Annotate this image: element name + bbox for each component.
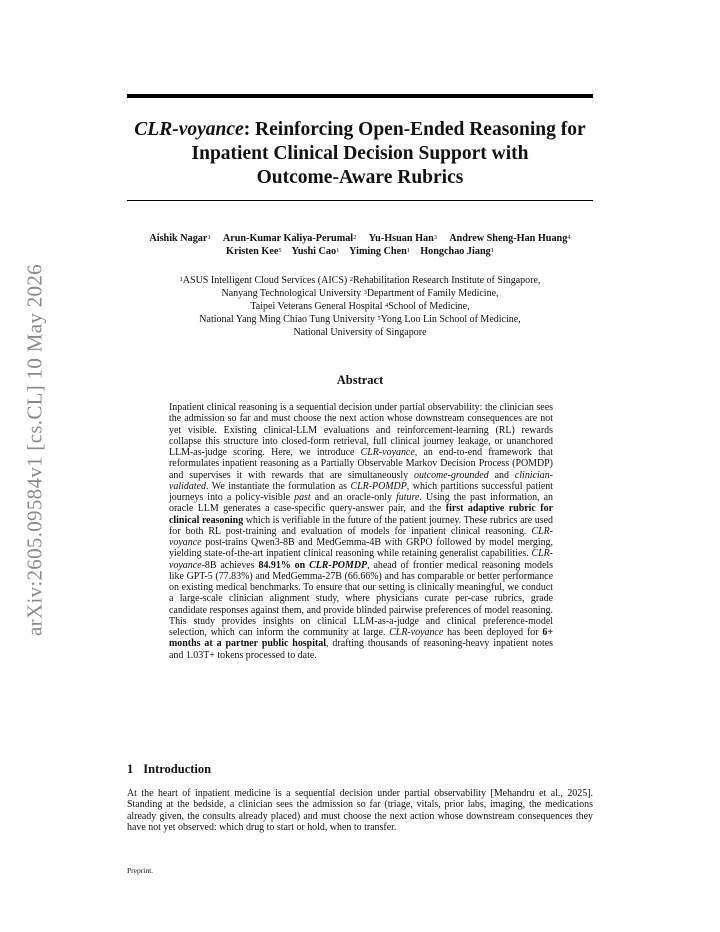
arxiv-sidebar <box>20 255 50 645</box>
author: Yushi Cao$^1$ <box>291 246 340 257</box>
abstract-heading: Abstract <box>336 373 384 387</box>
title-line1-rest: : Reinforcing Open-Ended Reasoning for <box>243 119 586 140</box>
title-framework-name: CLR-voyance <box>134 119 244 140</box>
section-number: 1 <box>127 762 134 776</box>
title-top-rule <box>127 94 593 98</box>
author: Yiming Chen$^1$ <box>349 246 411 257</box>
author: Yu-Hsuan Han$^3$ <box>368 233 438 244</box>
author-list <box>110 232 610 258</box>
author: Kristen Kee$^5$ <box>226 246 282 257</box>
author: Andrew Sheng-Han Huang$^4$ <box>449 233 571 244</box>
title-line2: Inpatient Clinical Decision Support with <box>191 143 529 164</box>
author: Hongchao Jiang$^1$ <box>420 246 494 257</box>
introduction-paragraph: At the heart of inpatient medicine is a sequential decision under partial observability [Mehandru et al., 2025]. Standing at the bedside, a clinician sees the admission so far (triage, vitals, prior labs, imaging, the medications already given, the consults already placed) and must choose the next action whose downstream consequences they have not yet observed: which drug to start or hold, when to transfer. <box>127 788 593 834</box>
section-heading <box>127 762 211 777</box>
footer-note: Preprint. <box>127 866 154 875</box>
section-title: Introduction <box>143 762 212 776</box>
abstract-body: Inpatient clinical reasoning is a sequential decision under partial observability: the clinician sees the admission so far and must choose the next action whose downstream consequences are not yet visible. Existing clinical-LLM evaluations and reinforcement-learning (RL) rewards collapse this structure into closed-form retrieval, full clinical journey leakage, or unanchored LLM-as-judge scoring. Here, we introduce CLR-voyance, an end-to-end framework that reformulates inpatient reasoning as a Partially Observable Markov Decision Process (POMDP) and supervises it with rewards that are simultaneously outcome-grounded and clinician-validated. We instantiate the formulation as CLR-POMDP, which partitions successful patient journeys into a policy-visible past and an oracle-only future. Using the past information, an oracle LLM generates a case-specific query-answer pair, and the first adaptive rubric for clinical reasoning which is verifiable in the future of the patient journey. These rubrics are used for both RL post-training and evaluation of models for inpatient clinical reasoning. CLR-voyance post-trains Qwen3-8B and MedGemma-4B with GRPO followed by model merging, yielding state-of-the-art inpatient clinical reasoning while retaining generalist capabilities. CLR-voyance-8B achieves 84.91% on CLR-POMDP, ahead of frontier medical reasoning models like GPT-5 (77.83%) and MedGemma-27B (66.66%) and has comparable or better performance on existing medical benchmarks. To ensure that our setting is clinically meaningful, we conduct a large-scale clinician alignment study, where physicians curate per-case rubrics, grade candidate responses against them, and provide blinded pairwise preferences of model reasoning. This study provides insights on clinical LLM-as-a-judge and clinical preference-model selection, which can inform the community at large. CLR-voyance has been deployed for 6+ months at a partner public hospital, drafting thousands of reasoning-heavy inpatient notes and 1.03T+ tokens processed to date. <box>169 402 554 661</box>
title-bottom-rule <box>127 200 593 201</box>
affiliations: $^1$ASUS Intelligent Cloud Services (AICS) $^2$Rehabilitation Research Institute of Singapore, Nanyang Technological University $^3$Department of Family Medicine, Taipei Veterans General Hospital $^4$School of Medicine, National Yang Ming Chiao Tung University $^5$Yong Loo Lin School of Medicine, National University of Singapore <box>179 275 541 338</box>
author: Arun-Kumar Kaliya-Perumal$^2$ <box>222 233 357 244</box>
arxiv-identifier: arXiv:2605.09584v1 [cs.CL] 10 May 2026 <box>22 264 47 636</box>
title-line3: Outcome-Aware Rubrics <box>256 167 464 188</box>
author: Aishik Nagar$^1$ <box>149 233 211 244</box>
paper-title <box>110 118 610 190</box>
